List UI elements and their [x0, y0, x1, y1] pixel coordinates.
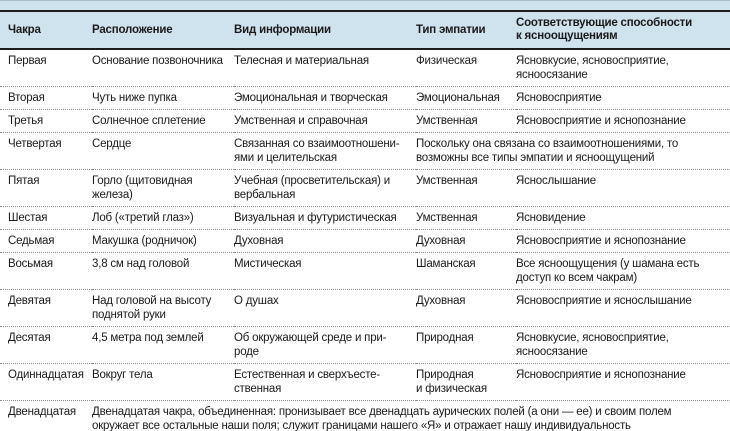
table-cell: Эмоциональная и творческая: [234, 87, 416, 110]
table-row: [0, 49, 730, 87]
table-row: [0, 87, 730, 110]
column-header-5: Соответствующие способности к ясноощущениям: [516, 11, 730, 49]
table-header-row: [0, 11, 730, 49]
table-cell: Духовная: [416, 290, 516, 327]
table-cell: Шестая: [0, 207, 92, 230]
table-cell: Пятая: [0, 170, 92, 207]
table-cell: Яснослышание: [516, 170, 730, 207]
table-cell: Природная и физическая: [416, 364, 516, 401]
table-cell: Ясновкусие, ясновосприятие, ясноосязание: [516, 49, 730, 87]
table-cell: Телесная и материальная: [234, 49, 416, 87]
table-row: [0, 364, 730, 401]
table-cell: 4,5 метра под землей: [92, 327, 234, 364]
table-cell: Десятая: [0, 327, 92, 364]
table-row: [0, 253, 730, 290]
table-cell: Вокруг тела: [92, 364, 234, 401]
table-cell: Все ясноощущения (у шамана есть доступ ко всем чакрам): [516, 253, 730, 290]
table-top-strip: [0, 0, 730, 10]
table-cell: Поскольку она связана со взаимоотношениями, то возможны все типы эмпатии и ясноощущений: [416, 133, 730, 170]
table-cell: Сердце: [92, 133, 234, 170]
table-header: [0, 11, 730, 49]
table-row: [0, 401, 730, 431]
column-header-1: Чакра: [0, 11, 92, 49]
table-cell: Основание позвоночника: [92, 49, 234, 87]
table-cell: Визуальная и футуристическая: [234, 207, 416, 230]
table-cell: Физическая: [416, 49, 516, 87]
table-body: [0, 49, 730, 431]
table-cell: Ясновосприятие: [516, 87, 730, 110]
table-cell: Над головой на высоту поднятой руки: [92, 290, 234, 327]
table-cell: Духовная: [234, 230, 416, 253]
table-cell: Умственная: [416, 170, 516, 207]
table-cell: Мистическая: [234, 253, 416, 290]
table-cell: Умственная: [416, 207, 516, 230]
table-cell: Макушка (родничок): [92, 230, 234, 253]
table-cell: Ясновосприятие и яснопознание: [516, 230, 730, 253]
column-header-3: Вид информации: [234, 11, 416, 49]
table-cell: Умственная и справочная: [234, 110, 416, 133]
table-cell: Ясновосприятие и яснопознание: [516, 110, 730, 133]
table-row: [0, 230, 730, 253]
table-row: [0, 327, 730, 364]
table-cell: Девятая: [0, 290, 92, 327]
table-cell: Духовная: [416, 230, 516, 253]
table-cell: Восьмая: [0, 253, 92, 290]
table-cell: Шаманская: [416, 253, 516, 290]
table-cell: Третья: [0, 110, 92, 133]
table-cell: Двенадцатая: [0, 401, 92, 431]
table-cell: О душах: [234, 290, 416, 327]
column-header-2: Расположение: [92, 11, 234, 49]
table-cell: Ясновкусие, ясновосприятие, ясноосязание: [516, 327, 730, 364]
table-cell: Солнечное сплетение: [92, 110, 234, 133]
table-cell: Одиннадцатая: [0, 364, 92, 401]
table-cell: Об окружающей среде и природе: [234, 327, 416, 364]
chakra-table: [0, 10, 730, 431]
table-cell: Первая: [0, 49, 92, 87]
table-cell: Седьмая: [0, 230, 92, 253]
table-cell: Умственная: [416, 110, 516, 133]
table-cell: Учебная (просветительская) и вербальная: [234, 170, 416, 207]
table-row: [0, 110, 730, 133]
table-cell: Связанная со взаимоотношениями и целительская: [234, 133, 416, 170]
table-cell: Двенадцатая чакра, объединенная: пронизывает все двенадцать аурических полей (а они — ее) и своим полем окружает все остальные наши поля; служит границами нашего «Я» и отражает нашу индивидуальность: [92, 401, 730, 431]
table-cell: Лоб («третий глаз»): [92, 207, 234, 230]
table-row: [0, 207, 730, 230]
table-row: [0, 290, 730, 327]
table-cell: Четвертая: [0, 133, 92, 170]
table-cell: Природная: [416, 327, 516, 364]
table-row: [0, 133, 730, 170]
table-cell: Ясновосприятие и яснослышание: [516, 290, 730, 327]
table-cell: 3,8 см над головой: [92, 253, 234, 290]
table-cell: Естественная и сверхъестественная: [234, 364, 416, 401]
table-cell: Ясновосприятие и яснопознание: [516, 364, 730, 401]
column-header-4: Тип эмпатии: [416, 11, 516, 49]
table-cell: Эмоциональная: [416, 87, 516, 110]
table-cell: Чуть ниже пупка: [92, 87, 234, 110]
table-cell: Ясновидение: [516, 207, 730, 230]
table-cell: Вторая: [0, 87, 92, 110]
table-row: [0, 170, 730, 207]
table-cell: Горло (щитовидная железа): [92, 170, 234, 207]
